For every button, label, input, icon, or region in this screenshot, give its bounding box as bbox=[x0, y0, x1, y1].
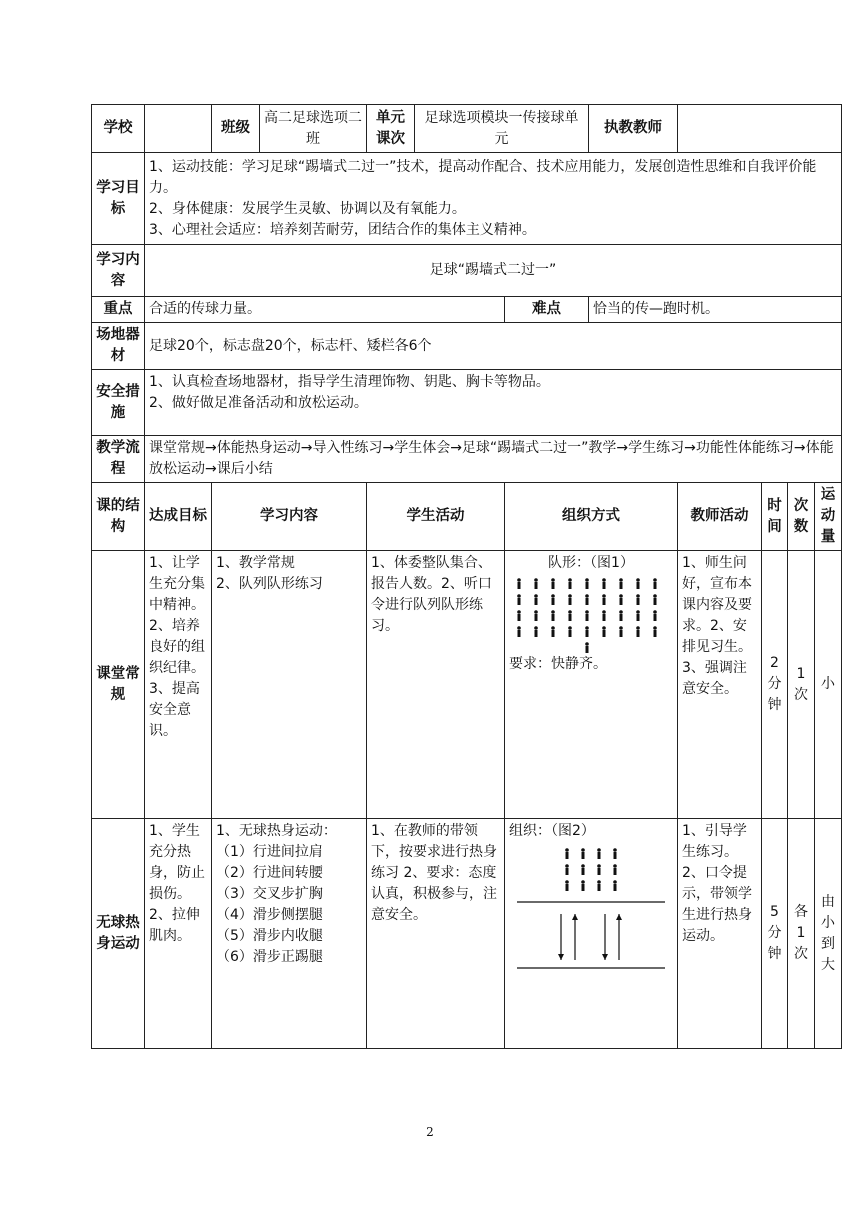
student-figure bbox=[585, 578, 589, 589]
student-figure bbox=[534, 578, 538, 589]
equipment-row bbox=[92, 323, 842, 370]
keypoint-value: 合适的传球力量。 bbox=[145, 297, 505, 323]
student-figure bbox=[585, 626, 589, 637]
header-row bbox=[92, 105, 842, 153]
content-line: 1、无球热身运动： bbox=[216, 823, 337, 839]
student-figure bbox=[568, 626, 572, 637]
row-structure: 无球热身运动 bbox=[92, 819, 145, 1049]
row-teacher: 1、师生问好，宣布本课内容及要求。2、安排见习生。3、强调注意安全。 bbox=[678, 551, 762, 819]
safety-item: 1、认真检查场地器材，指导学生清理饰物、钥匙、胸卡等物品。 bbox=[149, 374, 550, 390]
safety-item: 2、做好做足准备活动和放松运动。 bbox=[149, 395, 368, 411]
class-label: 班级 bbox=[212, 105, 260, 153]
goals-list bbox=[145, 153, 842, 245]
arrow-down-icon bbox=[558, 954, 564, 960]
structure-header-row bbox=[92, 483, 842, 551]
col-structure: 课的结构 bbox=[92, 483, 145, 551]
row-structure: 课堂常规 bbox=[92, 551, 145, 819]
lesson-row bbox=[92, 819, 842, 1049]
student-figure bbox=[551, 578, 555, 589]
student-figure bbox=[602, 594, 606, 605]
student-figure bbox=[602, 578, 606, 589]
row-student: 1、在教师的带领下，按要求进行热身练习 2、要求：态度认真，积极参与，注意安全。 bbox=[367, 819, 505, 1049]
row-organization bbox=[505, 819, 678, 1049]
student-figure bbox=[653, 626, 657, 637]
content-line: （5）滑步内收腿 bbox=[216, 928, 323, 944]
student-figure bbox=[585, 642, 589, 653]
goals-label: 学习目标 bbox=[92, 153, 145, 245]
student-figure bbox=[551, 626, 555, 637]
row-goal: 1、学生充分热身，防止损伤。2、拉伸肌肉。 bbox=[145, 819, 212, 1049]
flow-value: 课堂常规→体能热身运动→导入性练习→学生体会→足球“踢墙式二过一”教学→学生练习→功能性体能练习→体能放松运动→课后小结 bbox=[145, 436, 842, 483]
keypoint-label: 重点 bbox=[92, 297, 145, 323]
safety-row bbox=[92, 370, 842, 436]
student-figure bbox=[581, 880, 585, 891]
student-figure bbox=[581, 864, 585, 875]
goals-row bbox=[92, 153, 842, 245]
difficulty-label: 难点 bbox=[505, 297, 589, 323]
student-figure bbox=[636, 594, 640, 605]
col-time: 时间 bbox=[762, 483, 788, 551]
student-figure bbox=[585, 594, 589, 605]
content-label: 学习内容 bbox=[92, 245, 145, 297]
student-figure bbox=[653, 578, 657, 589]
col-goal: 达成目标 bbox=[145, 483, 212, 551]
col-count: 次数 bbox=[788, 483, 815, 551]
col-load: 运动量 bbox=[815, 483, 842, 551]
unit-value: 足球选项模块一传接球单元 bbox=[415, 105, 589, 153]
student-figure bbox=[653, 594, 657, 605]
student-figure bbox=[517, 610, 521, 621]
unit-label: 单元课次 bbox=[367, 105, 415, 153]
student-figure bbox=[597, 880, 601, 891]
arrow-up-icon bbox=[572, 914, 578, 920]
row-organization bbox=[505, 551, 678, 819]
student-figure bbox=[602, 610, 606, 621]
student-figure bbox=[565, 880, 569, 891]
flow-row bbox=[92, 436, 842, 483]
goal-item: 3、心理社会适应：培养刻苦耐劳，团结合作的集体主义精神。 bbox=[149, 221, 536, 238]
student-figure bbox=[517, 594, 521, 605]
teacher-label: 执教教师 bbox=[589, 105, 678, 153]
content-row bbox=[92, 245, 842, 297]
student-figure bbox=[597, 864, 601, 875]
student-figure bbox=[636, 578, 640, 589]
student-figure bbox=[568, 610, 572, 621]
student-figure bbox=[551, 610, 555, 621]
equipment-value: 足球20个，标志盘20个，标志杆、矮栏各6个 bbox=[145, 323, 842, 370]
student-figure bbox=[534, 626, 538, 637]
formation-title: 组织：（图2） bbox=[509, 823, 595, 839]
student-figure bbox=[636, 626, 640, 637]
student-figure bbox=[619, 578, 623, 589]
student-figure bbox=[619, 610, 623, 621]
row-content bbox=[212, 819, 367, 1049]
student-figure bbox=[602, 626, 606, 637]
content-line: （6）滑步正踢腿 bbox=[216, 949, 323, 965]
goal-item: 1、运动技能：学习足球“踢墙式二过一”技术，提高动作配合、技术应用能力，发展创造性思维和自我评价能力。 bbox=[149, 158, 817, 196]
content-line: （2）行进间转腰 bbox=[216, 865, 323, 881]
col-content: 学习内容 bbox=[212, 483, 367, 551]
row-load: 由小到大 bbox=[815, 819, 842, 1049]
row-teacher: 1、引导学生练习。2、口令提示，带领学生进行热身运动。 bbox=[678, 819, 762, 1049]
keypoint-row bbox=[92, 297, 842, 323]
student-figure bbox=[568, 578, 572, 589]
arrow-down-icon bbox=[602, 954, 608, 960]
formation-diagram-1 bbox=[509, 574, 669, 654]
col-teacher: 教师活动 bbox=[678, 483, 762, 551]
col-student: 学生活动 bbox=[367, 483, 505, 551]
teacher-value bbox=[678, 105, 842, 153]
row-load: 小 bbox=[815, 551, 842, 819]
row-goal: 1、让学生充分集中精神。2、培养良好的组织纪律。3、提高安全意识。 bbox=[145, 551, 212, 819]
lesson-plan-table bbox=[91, 104, 842, 1049]
student-figure bbox=[619, 594, 623, 605]
school-value bbox=[145, 105, 212, 153]
formation-diagram-2 bbox=[509, 842, 669, 972]
class-value: 高二足球选项二班 bbox=[260, 105, 367, 153]
page-number: 2 bbox=[426, 1125, 434, 1139]
student-figure bbox=[581, 848, 585, 859]
flow-label: 教学流程 bbox=[92, 436, 145, 483]
school-label: 学校 bbox=[92, 105, 145, 153]
col-organization: 组织方式 bbox=[505, 483, 678, 551]
student-figure bbox=[517, 578, 521, 589]
student-figure bbox=[585, 610, 589, 621]
safety-label: 安全措施 bbox=[92, 370, 145, 436]
student-figure bbox=[653, 610, 657, 621]
student-figure bbox=[636, 610, 640, 621]
formation-title: 队形：（图1） bbox=[548, 555, 634, 571]
row-time: 5分钟 bbox=[762, 819, 788, 1049]
student-figure bbox=[613, 864, 617, 875]
formation-note: 要求：快静齐。 bbox=[509, 656, 607, 672]
student-figure bbox=[597, 848, 601, 859]
lesson-row bbox=[92, 551, 842, 819]
student-figure bbox=[565, 848, 569, 859]
arrow-up-icon bbox=[616, 914, 622, 920]
row-time: 2分钟 bbox=[762, 551, 788, 819]
student-figure bbox=[551, 594, 555, 605]
content-line: （4）滑步侧摆腿 bbox=[216, 907, 323, 923]
student-figure bbox=[517, 626, 521, 637]
student-figure bbox=[613, 880, 617, 891]
content-line: 1、教学常规 bbox=[216, 555, 295, 571]
row-count: 各1次 bbox=[788, 819, 815, 1049]
content-line: 2、队列队形练习 bbox=[216, 576, 323, 592]
equipment-label: 场地器材 bbox=[92, 323, 145, 370]
student-figure bbox=[568, 594, 572, 605]
content-line: （3）交叉步扩胸 bbox=[216, 886, 323, 902]
student-figure bbox=[613, 848, 617, 859]
student-figure bbox=[619, 626, 623, 637]
row-content bbox=[212, 551, 367, 819]
student-figure bbox=[534, 610, 538, 621]
row-count: 1次 bbox=[788, 551, 815, 819]
content-line: （1）行进间拉肩 bbox=[216, 844, 323, 860]
safety-list bbox=[145, 370, 842, 436]
student-figure bbox=[534, 594, 538, 605]
goal-item: 2、身体健康：发展学生灵敏、协调以及有氧能力。 bbox=[149, 200, 466, 217]
student-figure bbox=[565, 864, 569, 875]
content-value: 足球“踢墙式二过一” bbox=[145, 245, 842, 297]
difficulty-value: 恰当的传—跑时机。 bbox=[589, 297, 842, 323]
row-student: 1、体委整队集合、报告人数。2、听口令进行队列队形练习。 bbox=[367, 551, 505, 819]
